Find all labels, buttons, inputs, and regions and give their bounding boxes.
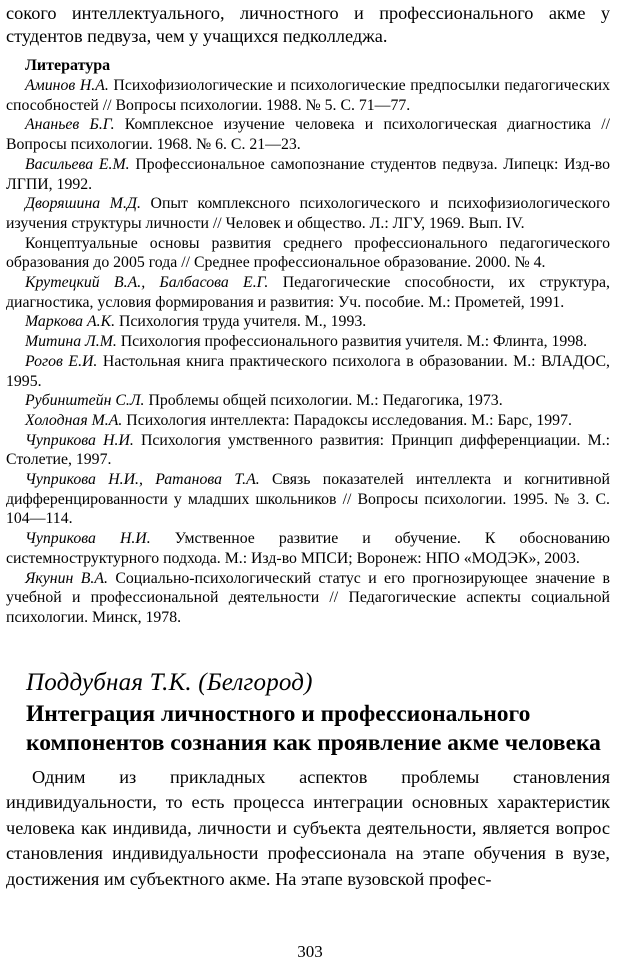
reference-item	[6, 312, 610, 332]
reference-item	[6, 332, 610, 352]
reference-item	[6, 529, 610, 568]
reference-item	[6, 391, 610, 411]
reference-text: Проблемы общей психологии. М.: Педагогика, 1973.	[148, 392, 503, 410]
intro-paragraph: сокого интеллектуального, личностного и профессионального акме у студентов педвуза, чем у учащихся педколледжа.	[6, 3, 610, 46]
reference-item	[6, 352, 610, 391]
reference-author: Рогов Е.И.	[25, 352, 98, 370]
reference-text: Связь показателей интеллекта и когнитивной дифференцированности у младших школьников // Вопросы психологии. 1995. № 3. С. 104—114.	[6, 471, 611, 528]
reference-text: Психофизиологические и психологические предпосылки педагогических способностей // Вопросы психологии. 1988. № 5. С. 71—77.	[6, 77, 610, 114]
article-author: Поддубная Т.К. (Белгород)	[26, 668, 313, 696]
reference-item	[6, 76, 610, 115]
reference-text: Педагогические способности, их структура, диагностика, условия формирования и развития: Уч. пособие. М.: Прометей, 1991.	[6, 274, 611, 311]
reference-text: Психология интеллекта: Парадоксы исследования. М.: Барс, 1997.	[126, 411, 572, 429]
reference-item	[6, 431, 610, 470]
reference-item	[6, 234, 610, 273]
reference-text: Настольная книга практического психолога в образовании. М.: ВЛАДОС, 1995.	[6, 352, 611, 390]
reference-text: Умственное развитие и обучение. К обоснованию системноструктурного подхода. М.: Изд-во МПСИ; Воронеж: НПО «МОДЭК», 2003.	[6, 530, 610, 567]
reference-text: Опыт комплексного психологического и психофизиологического изучения структуры личности // Человек и общество. Л.: ЛГУ, 1969. Вып. IV.	[6, 195, 611, 232]
reference-author: Чуприкова Н.И., Ратанова Т.А.	[25, 471, 260, 489]
reference-author: Чуприкова Н.И.	[25, 530, 151, 548]
literature-heading: Литература	[25, 57, 111, 74]
reference-item	[6, 411, 610, 431]
reference-author: Холодная М.А.	[25, 411, 123, 429]
reference-item	[6, 470, 610, 529]
reference-author: Чуприкова Н.И.	[25, 431, 134, 449]
reference-item	[6, 273, 610, 312]
reference-author: Аминов Н.А.	[25, 77, 109, 94]
reference-item	[6, 569, 610, 628]
reference-author: Васильева Е.М.	[25, 155, 130, 173]
reference-item	[6, 115, 610, 154]
reference-author: Ананьев Б.Г.	[25, 116, 115, 134]
reference-author: Якунин В.А.	[25, 569, 108, 587]
reference-text: Психология профессионального развития учителя. М.: Флинта, 1998.	[120, 333, 588, 351]
article-title: Интеграция личностного и профессионального компонентов сознания как проявление акме человека	[26, 700, 601, 757]
reference-text: Концептуальные основы развития среднего профессионального педагогического образования до 2005 года // Среднее профессиональное образование. 2000. № 4.	[6, 234, 610, 272]
reference-author: Дворяшина М.Д.	[25, 195, 141, 213]
reference-text: Психология труда учителя. М., 1993.	[119, 313, 367, 331]
reference-text: Комплексное изучение человека и психологическая диагностика // Вопросы психологии. 1968. № 6. С. 21—23.	[6, 116, 610, 154]
page-number: 303	[297, 942, 323, 961]
reference-author: Митина Л.М.	[25, 333, 117, 351]
reference-text: Психология умственного развития: Принцип дифференциации. М.: Столетие, 1997.	[6, 431, 611, 469]
reference-item	[6, 155, 610, 194]
reference-text: Социально-психологический статус и его прогнозирующее значение в учебной и профессиональной деятельности // Педагогические аспекты социальной психологии. Минск, 1978.	[6, 569, 610, 626]
reference-author: Маркова А.К.	[25, 313, 116, 331]
reference-list	[6, 76, 610, 628]
article-body-paragraph: Одним из прикладных аспектов проблемы становления индивидуальности, то есть процесса интеграции основных характеристик человека как индивида, личности и субъекта деятельности, является вопрос становления индивидуальности профессионала на этапе обучения в вузе, достижения им субъектного акме. На этапе вузовской профес-	[6, 766, 610, 889]
reference-text: Профессиональное самопознание студентов педвуза. Липецк: Изд-во ЛГПИ, 1992.	[6, 155, 610, 193]
reference-author: Крутецкий В.А., Балбасова Е.Г.	[25, 274, 269, 292]
reference-item	[6, 194, 610, 233]
reference-author: Рубинштейн С.Л.	[25, 392, 145, 410]
